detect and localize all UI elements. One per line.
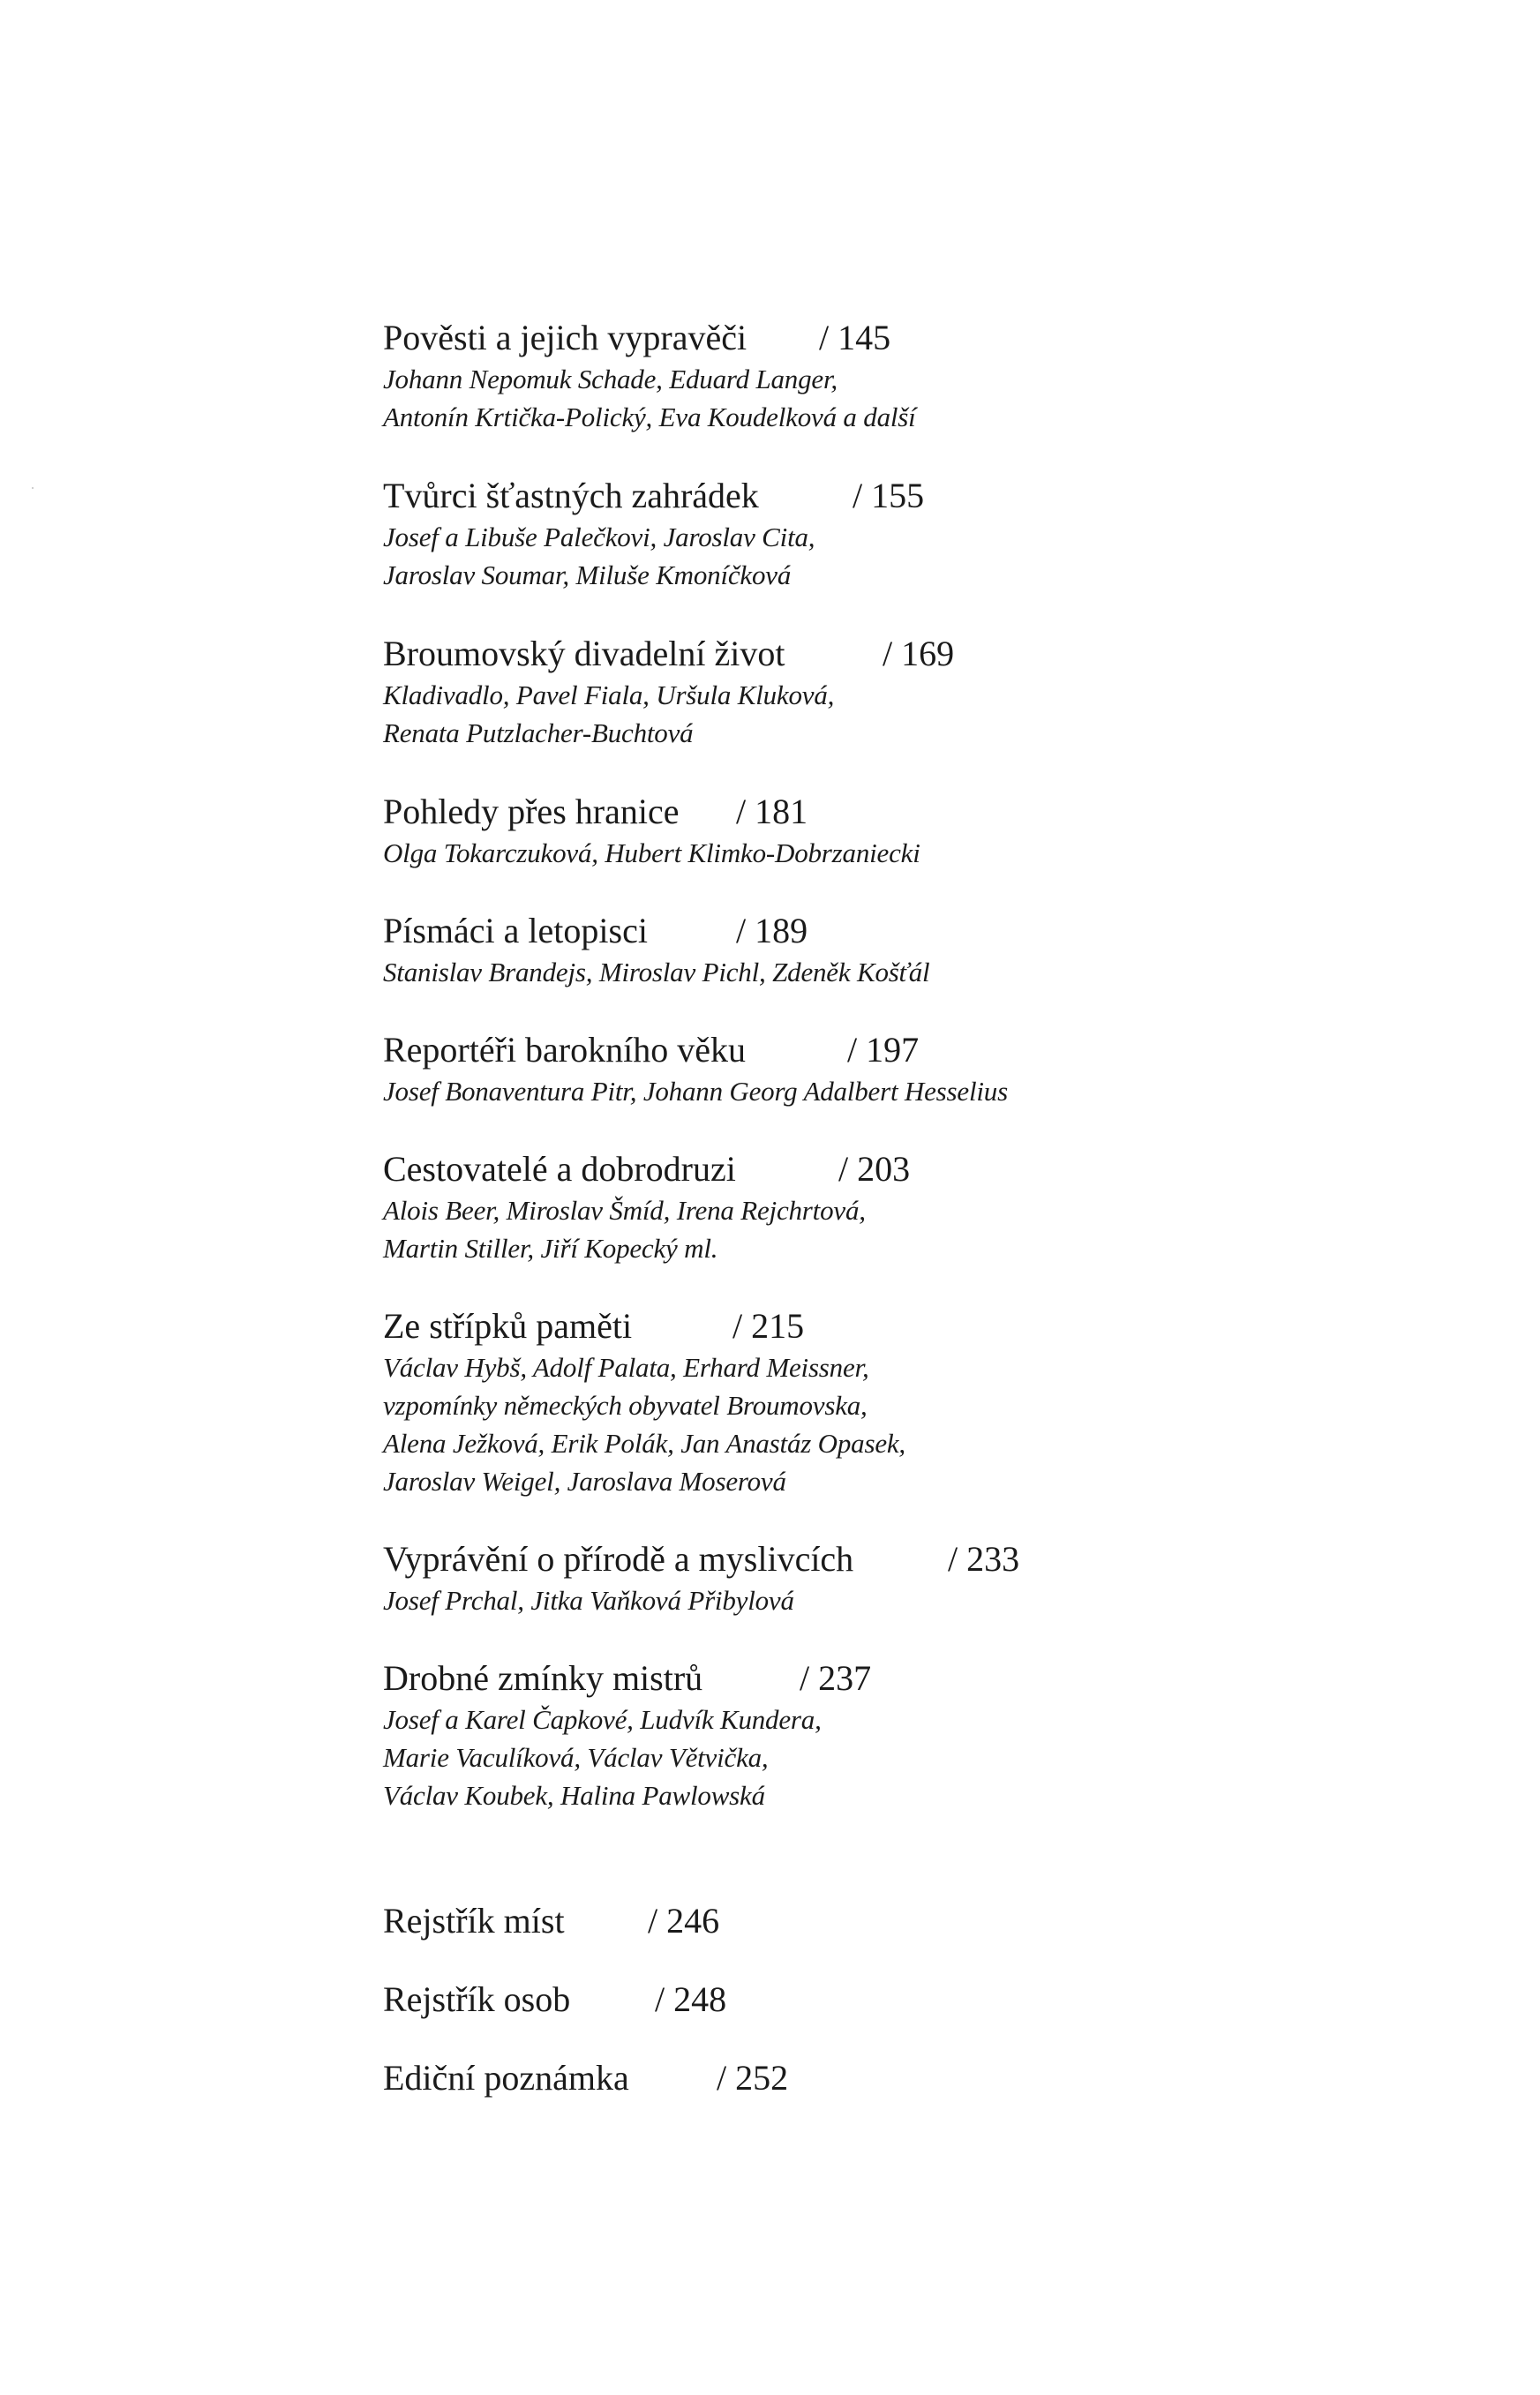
- toc-entry-heading: [383, 474, 1424, 518]
- author-line: Renata Putzlacher-Buchtová: [383, 717, 694, 748]
- toc-appendix-heading: [383, 1978, 1424, 2022]
- author-line: Josef Prchal, Jitka Vaňková Přibylová: [383, 1585, 794, 1616]
- author-line: Václav Hybš, Adolf Palata, Erhard Meissner,: [383, 1352, 869, 1383]
- toc-entry: [383, 474, 1424, 594]
- toc-entry-heading: [383, 1304, 1424, 1348]
- toc-appendix-title: Rejstřík míst: [383, 1901, 565, 1941]
- author-line: Alois Beer, Miroslav Šmíd, Irena Rejchrtová,: [383, 1195, 866, 1226]
- toc-entry: [383, 1656, 1424, 1814]
- toc-entry-page: / 169: [883, 634, 955, 673]
- toc-entry-authors: [383, 676, 1424, 752]
- author-line: Alena Ježková, Erik Polák, Jan Anastáz Opasek,: [383, 1428, 905, 1459]
- toc-appendix: [383, 2056, 1424, 2100]
- toc-entry-title: Cestovatelé a dobrodruzi: [383, 1149, 736, 1189]
- author-line: Marie Vaculíková, Václav Větvička,: [383, 1742, 769, 1773]
- toc-appendix-page: / 246: [648, 1901, 720, 1941]
- toc-entry-heading: [383, 1028, 1424, 1072]
- toc-entry-authors: [383, 834, 1424, 872]
- toc-appendix: [383, 1978, 1424, 2022]
- toc-appendix-title: Rejstřík osob: [383, 1979, 571, 2019]
- toc-entry-authors: [383, 1348, 1424, 1500]
- author-line: Jaroslav Soumar, Miluše Kmoníčková: [383, 559, 792, 590]
- toc-entry-page: / 233: [948, 1539, 1020, 1579]
- toc-entry-page: / 155: [853, 476, 925, 515]
- toc-entry-page: / 189: [736, 911, 808, 950]
- toc-entry-heading: [383, 790, 1424, 834]
- toc-entry: [383, 632, 1424, 752]
- author-line: Václav Koubek, Halina Pawlowská: [383, 1780, 765, 1811]
- toc-entry-title: Vyprávění o přírodě a myslivcích: [383, 1539, 854, 1579]
- toc-entry-title: Pohledy přes hranice: [383, 792, 680, 831]
- author-line: Olga Tokarczuková, Hubert Klimko-Dobrzaniecki: [383, 837, 920, 868]
- author-line: Josef a Karel Čapkové, Ludvík Kundera,: [383, 1704, 822, 1735]
- toc-appendix-heading: [383, 2056, 1424, 2100]
- toc-entry: [383, 1304, 1424, 1500]
- author-line: Martin Stiller, Jiří Kopecký ml.: [383, 1233, 718, 1264]
- toc-entry-page: / 203: [838, 1149, 911, 1189]
- author-line: Johann Nepomuk Schade, Eduard Langer,: [383, 364, 838, 394]
- toc-entry-title: Písmáci a letopisci: [383, 911, 648, 950]
- toc-appendix-page: / 248: [655, 1979, 727, 2019]
- toc-entry-title: Pověsti a jejich vypravěči: [383, 318, 747, 357]
- toc-entry-authors: [383, 1191, 1424, 1267]
- toc-entry-authors: [383, 1701, 1424, 1814]
- toc-entry-title: Reportéři barokního věku: [383, 1030, 746, 1070]
- toc-entry-page: / 181: [736, 792, 808, 831]
- toc-entry-heading: [383, 1147, 1424, 1191]
- author-line: Josef a Libuše Palečkovi, Jaroslav Cita,: [383, 522, 815, 552]
- author-line: vzpomínky německých obyvatel Broumovska,: [383, 1390, 868, 1421]
- toc-entry-page: / 197: [847, 1030, 920, 1070]
- toc-entry: [383, 1537, 1424, 1619]
- toc-entry-heading: [383, 1537, 1424, 1581]
- toc-appendix-page: / 252: [717, 2058, 789, 2098]
- toc-entry-heading: [383, 316, 1424, 360]
- toc-entry: [383, 1147, 1424, 1267]
- toc-entry-title: Drobné zmínky mistrů: [383, 1658, 703, 1698]
- toc-entry-heading: [383, 632, 1424, 676]
- author-line: Stanislav Brandejs, Miroslav Pichl, Zdeněk Košťál: [383, 957, 930, 987]
- toc-entry-authors: [383, 1072, 1424, 1110]
- toc-appendix-heading: [383, 1899, 1424, 1943]
- toc-entry: [383, 1028, 1424, 1110]
- paper-speck: [32, 487, 34, 489]
- toc-entry-heading: [383, 1656, 1424, 1701]
- toc-entry-page: / 237: [800, 1658, 872, 1698]
- toc-entry-authors: [383, 1581, 1424, 1619]
- toc-entry: [383, 790, 1424, 872]
- toc-entry: [383, 316, 1424, 436]
- toc-entry-authors: [383, 518, 1424, 594]
- toc-entry-page: / 145: [819, 318, 891, 357]
- author-line: Antonín Krtička-Polický, Eva Koudelková a další: [383, 402, 916, 432]
- author-line: Josef Bonaventura Pitr, Johann Georg Adalbert Hesselius: [383, 1076, 1008, 1107]
- toc-entry-title: Broumovský divadelní život: [383, 634, 785, 673]
- toc-appendix: [383, 1899, 1424, 1943]
- author-line: Jaroslav Weigel, Jaroslava Moserová: [383, 1466, 786, 1497]
- toc-entry: [383, 909, 1424, 991]
- toc-entry-authors: [383, 360, 1424, 436]
- toc-entry-title: Tvůrci šťastných zahrádek: [383, 476, 759, 515]
- toc-entry-heading: [383, 909, 1424, 953]
- author-line: Kladivadlo, Pavel Fiala, Uršula Kluková,: [383, 679, 835, 710]
- toc-entry-title: Ze střípků paměti: [383, 1306, 633, 1346]
- toc-entry-authors: [383, 953, 1424, 991]
- toc-appendix-title: Ediční poznámka: [383, 2058, 629, 2098]
- toc-entry-page: / 215: [732, 1306, 805, 1346]
